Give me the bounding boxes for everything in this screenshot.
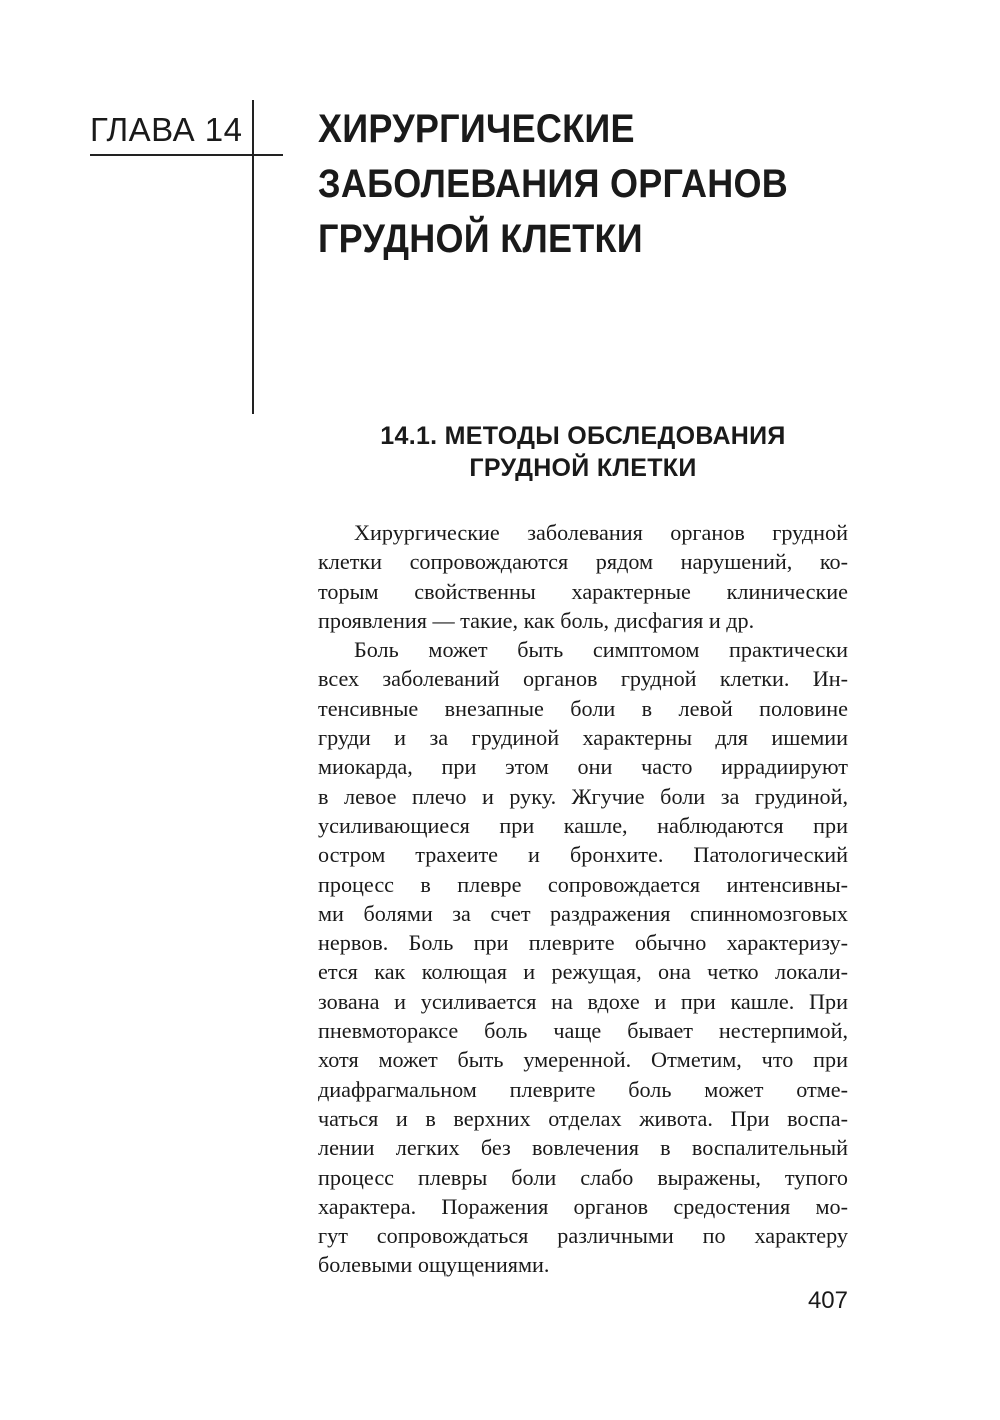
text-line: остром трахеите и бронхите. Патологический xyxy=(318,842,848,868)
page-number: 407 xyxy=(807,1287,848,1314)
chapter-label: ГЛАВА 14 xyxy=(90,111,243,148)
text-line: всех заболеваний органов грудной клетки. Ин- xyxy=(318,666,848,692)
text-line: характера. Поражения органов средостения мо- xyxy=(318,1193,848,1219)
text-line: ми болями за счет раздражения спинномозговых xyxy=(318,900,848,926)
section-title xyxy=(318,420,848,484)
text-line: проявления — такие, как боль, дисфагия и др. xyxy=(318,607,755,633)
chapter-title xyxy=(318,102,822,267)
text-line: болевыми ощущениями. xyxy=(318,1252,550,1278)
chapter-title-line: ГРУДНОЙ КЛЕТКИ xyxy=(318,217,643,261)
text-line: чаться и в верхних отделах живота. При воспа- xyxy=(318,1105,848,1131)
text-line: процесс в плевре сопровождается интенсивны- xyxy=(318,871,848,897)
chapter-title-line: ЗАБОЛЕВАНИЯ ОРГАНОВ xyxy=(318,162,789,206)
text-line: в левое плечо и руку. Жгучие боли за грудиной, xyxy=(318,783,848,809)
text-line: усиливающиеся при кашле, наблюдаются при xyxy=(318,812,848,838)
text-line: лении легких без вовлечения в воспалительный xyxy=(318,1135,848,1161)
text-line: тенсивные внезапные боли в левой половине xyxy=(318,695,848,721)
chapter-title-line: ХИРУРГИЧЕСКИЕ xyxy=(318,107,635,151)
section-title-line: 14.1. МЕТОДЫ ОБСЛЕДОВАНИЯ xyxy=(380,422,786,450)
text-line: нервов. Боль при плеврите обычно характеризу- xyxy=(318,930,848,956)
text-line: диафрагмальном плеврите боль может отме- xyxy=(318,1076,848,1102)
text-line: зована и усиливается на вдохе и при кашле. При xyxy=(318,988,848,1014)
text-line: хотя может быть умеренной. Отметим, что при xyxy=(318,1047,848,1073)
body-text xyxy=(318,518,848,1280)
text-line: ется как колющая и режущая, она четко локали- xyxy=(318,959,848,985)
text-line: клетки сопровождаются рядом нарушений, ко- xyxy=(318,549,848,575)
text-line: миокарда, при этом они часто иррадиируют xyxy=(318,754,848,780)
text-line: Хирургические заболевания органов грудной xyxy=(354,520,848,545)
section-title-line: ГРУДНОЙ КЛЕТКИ xyxy=(469,454,697,482)
text-line: торым свойственны характерные клинические xyxy=(318,578,848,604)
text-line: Боль может быть симптомом практически xyxy=(354,637,848,663)
horizontal-rule xyxy=(90,154,283,156)
text-line: груди и за грудиной характерны для ишемии xyxy=(318,725,848,751)
paragraph-2 xyxy=(318,635,848,1280)
text-line: процесс плевры боли слабо выражены, тупого xyxy=(318,1164,848,1190)
vertical-rule xyxy=(252,100,254,414)
paragraph-1 xyxy=(318,518,848,635)
text-line: пневмотораксе боль чаще бывает нестерпимой, xyxy=(318,1018,848,1044)
text-line: гут сопровождаться различными по характеру xyxy=(318,1223,848,1249)
